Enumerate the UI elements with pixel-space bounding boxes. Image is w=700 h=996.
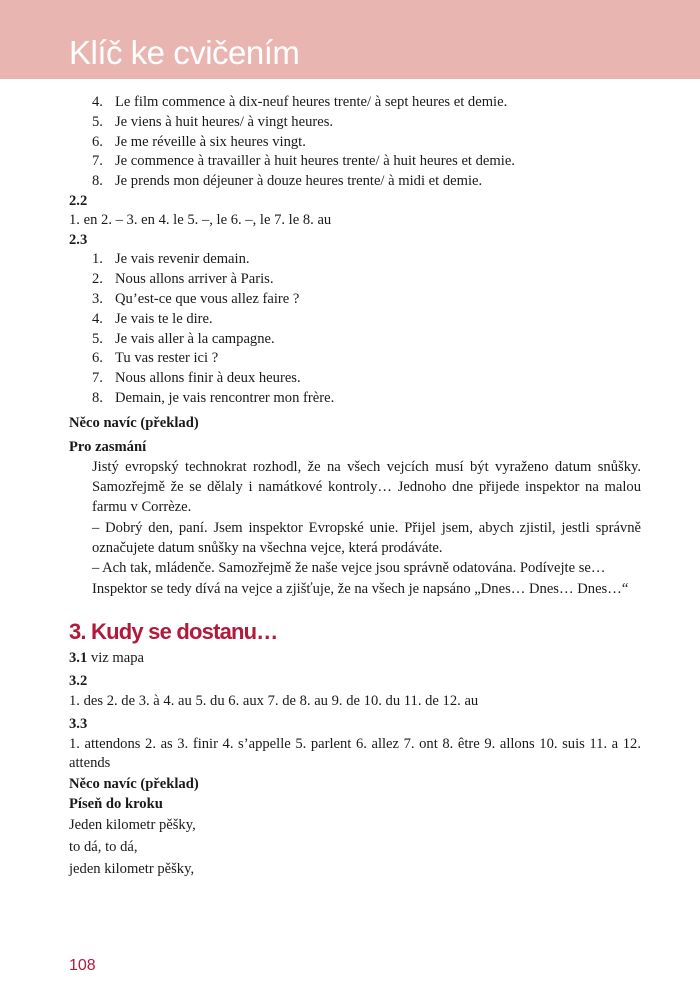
exercise-2-3-label: 2.3: [69, 231, 88, 248]
page-header-title: Klíč ke cvičením: [69, 34, 300, 71]
exercise-3-1: [69, 649, 641, 669]
list-item: 7. Je commence à travailler à huit heures trente/ à huit heures et demie.: [92, 153, 515, 170]
exercise-2-3-list: [69, 250, 641, 408]
song-line: Jeden kilometr pěšky,: [69, 816, 196, 833]
extra-subheading: Píseň do kroku: [69, 795, 163, 812]
list-item: 2. Nous allons arriver à Paris.: [92, 271, 274, 288]
exercise-2-1-list: [69, 93, 641, 192]
exercise-3-2-answers: 1. des 2. de 3. à 4. au 5. du 6. aux 7. de 8. au 9. de 10. du 11. de 12. au: [69, 692, 479, 709]
list-item: 5. Je vais aller à la campagne.: [92, 330, 275, 347]
exercise-3-2-label: 3.2: [69, 673, 88, 690]
extra-heading: Něco navíc (překlad): [69, 414, 199, 431]
list-item: 1. Je vais revenir demain.: [92, 251, 250, 268]
paragraph: Jistý evropský technokrat rozhodl, že na všech vejcích musí být vyraženo datum snůšky. Samozřejmě že se dělaly i namátkové kontroly… Jednoho dne přijede inspektor na malou farmu v Corrèze.: [92, 458, 641, 516]
list-item: 8. Je prends mon déjeuner à douze heures trente/ à midi et demie.: [92, 173, 483, 190]
section-title: 3. Kudy se dostanu…: [69, 618, 278, 644]
list-item: 6. Je me réveille à six heures vingt.: [92, 133, 306, 150]
extra-subheading: Pro zasmání: [69, 438, 147, 455]
exercise-2-2-answers: 1. en 2. – 3. en 4. le 5. –, le 6. –, le 7. le 8. au: [69, 212, 332, 229]
paragraph: Inspektor se tedy dívá na vejce a zjišťuje, že na všech je napsáno „Dnes… Dnes… Dnes…“: [92, 580, 629, 597]
paragraph: – Dobrý den, paní. Jsem inspektor Evropské unie. Přijel jsem, abych zjistil, jestli správně označujete datum snůšky na všechna vejce, která prodáváte.: [92, 519, 641, 557]
list-item: 6. Tu vas rester ici ?: [92, 350, 219, 367]
song-line: jeden kilometr pěšky,: [69, 860, 195, 877]
exercise-3-3-answers: 1. attendons 2. as 3. finir 4. s’appelle 5. parlent 6. allez 7. ont 8. être 9. allons 10. suis 11. a 12. attends: [69, 735, 641, 772]
list-item: 7. Nous allons finir à deux heures.: [92, 370, 301, 387]
exercise-3-1-text: viz mapa: [90, 649, 144, 666]
extra-heading: Něco navíc (překlad): [69, 775, 199, 792]
list-item: 5. Je viens à huit heures/ à vingt heures.: [92, 113, 334, 130]
list-item: 3. Qu’est-ce que vous allez faire ?: [92, 291, 300, 308]
exercise-2-2-label: 2.2: [69, 192, 88, 209]
list-item: 8. Demain, je vais rencontrer mon frère.: [92, 390, 335, 407]
exercise-3-1-label: 3.1: [69, 649, 88, 666]
song-line: to dá, to dá,: [69, 838, 138, 855]
list-item: 4. Je vais te le dire.: [92, 310, 213, 327]
exercise-3-3-label: 3.3: [69, 716, 88, 733]
page-number: 108: [69, 957, 96, 974]
paragraph: – Ach tak, mládenče. Samozřejmě že naše vejce jsou správně odatována. Podívejte se…: [92, 560, 606, 577]
page-content: [69, 93, 641, 880]
translation-text: [69, 457, 641, 599]
list-item: 4. Le film commence à dix-neuf heures trente/ à sept heures et demie.: [92, 94, 508, 110]
